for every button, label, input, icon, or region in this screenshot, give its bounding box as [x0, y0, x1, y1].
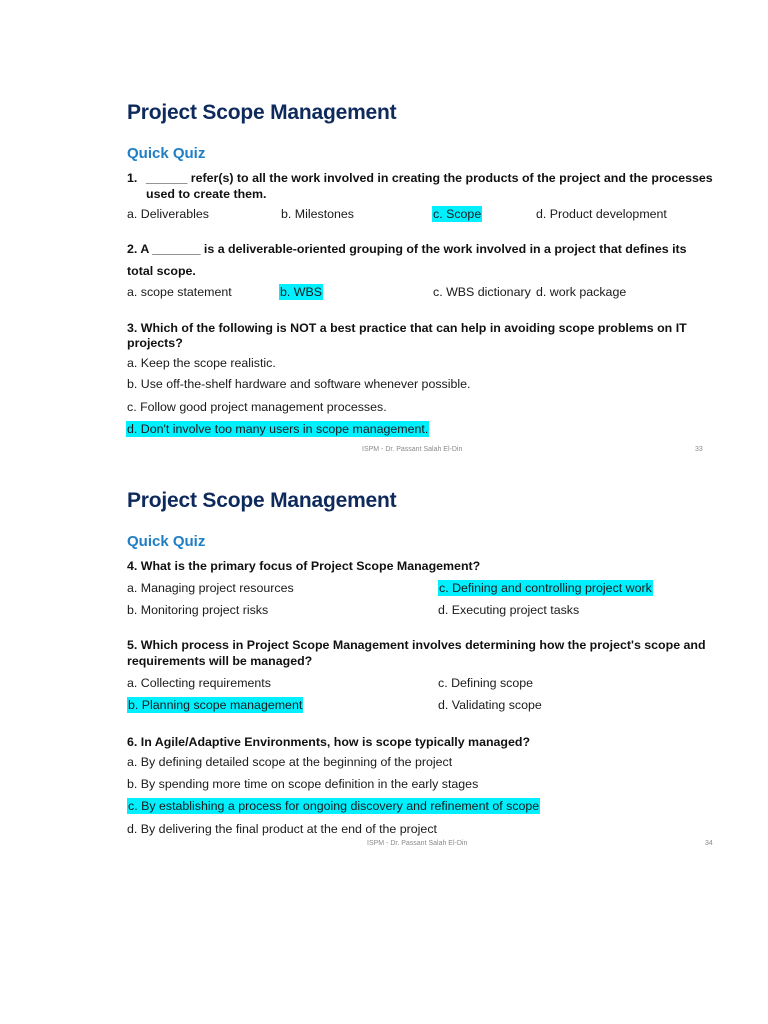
slide-33 — [0, 0, 768, 470]
q5-option-c: c. Defining scope — [438, 676, 534, 690]
q6-option-d: d. By delivering the final product at the end of the project — [127, 822, 437, 836]
slide-34 — [0, 470, 768, 870]
q6-option-a: a. By defining detailed scope at the beginning of the project — [127, 755, 453, 769]
q5-option-b-highlighted: b. Planning scope management — [128, 698, 303, 712]
q5-option-d: d. Validating scope — [438, 698, 542, 712]
q6-option-b: b. By spending more time on scope definition in the early stages — [127, 777, 479, 791]
question-5-text-line2: requirements will be managed? — [127, 654, 313, 668]
page-number: 33 — [695, 446, 703, 453]
question-1-text-line1: ______ refer(s) to all the work involved in creating the products of the project and the processes — [146, 171, 713, 185]
slide-title: Project Scope Management — [127, 101, 397, 124]
question-3-text-line2: projects? — [127, 336, 183, 350]
question-1-text-line2: used to create them. — [146, 187, 267, 201]
question-1-number: 1. — [127, 171, 138, 185]
q2-option-b-highlighted: b. WBS — [280, 285, 322, 299]
question-3-text-line1: 3. Which of the following is NOT a best practice that can help in avoiding scope problems on IT — [127, 321, 687, 335]
q4-option-a: a. Managing project resources — [127, 581, 294, 595]
question-4-text: 4. What is the primary focus of Project Scope Management? — [127, 559, 481, 573]
page-number: 34 — [705, 840, 713, 847]
q4-option-d: d. Executing project tasks — [438, 603, 580, 617]
slide-footer: ISPM - Dr. Passant Salah El-Din — [367, 840, 468, 847]
q3-option-b: b. Use off-the-shelf hardware and software whenever possible. — [127, 377, 471, 391]
q2-option-a: a. scope statement — [127, 285, 232, 299]
question-5-text-line1: 5. Which process in Project Scope Management involves determining how the project's scope and — [127, 638, 706, 652]
slide-footer: ISPM - Dr. Passant Salah El-Din — [362, 446, 463, 453]
question-6-text: 6. In Agile/Adaptive Environments, how is scope typically managed? — [127, 735, 531, 749]
q4-option-c-highlighted: c. Defining and controlling project work — [439, 581, 652, 595]
slide-title: Project Scope Management — [127, 489, 397, 512]
question-2-text-line2: total scope. — [127, 264, 196, 278]
q4-option-b: b. Monitoring project risks — [127, 603, 269, 617]
q5-option-a: a. Collecting requirements — [127, 676, 271, 690]
q3-option-d-highlighted: d. Don't involve too many users in scope management. — [127, 422, 429, 436]
q1-option-c-highlighted: c. Scope — [433, 207, 482, 221]
q1-option-b: b. Milestones — [281, 207, 355, 221]
q6-option-c-highlighted: c. By establishing a process for ongoing discovery and refinement of scope — [128, 799, 540, 813]
q3-option-a: a. Keep the scope realistic. — [127, 356, 276, 370]
question-2-text-line1: 2. A _______ is a deliverable-oriented grouping of the work involved in a project that defines its — [127, 242, 687, 256]
q3-option-c: c. Follow good project management processes. — [127, 400, 387, 414]
slide-subtitle: Quick Quiz — [127, 533, 206, 550]
q2-option-d: d. work package — [536, 285, 627, 299]
q1-option-a: a. Deliverables — [127, 207, 209, 221]
q2-option-c: c. WBS dictionary — [433, 285, 531, 299]
slide-subtitle: Quick Quiz — [127, 145, 206, 162]
q1-option-d: d. Product development — [536, 207, 667, 221]
